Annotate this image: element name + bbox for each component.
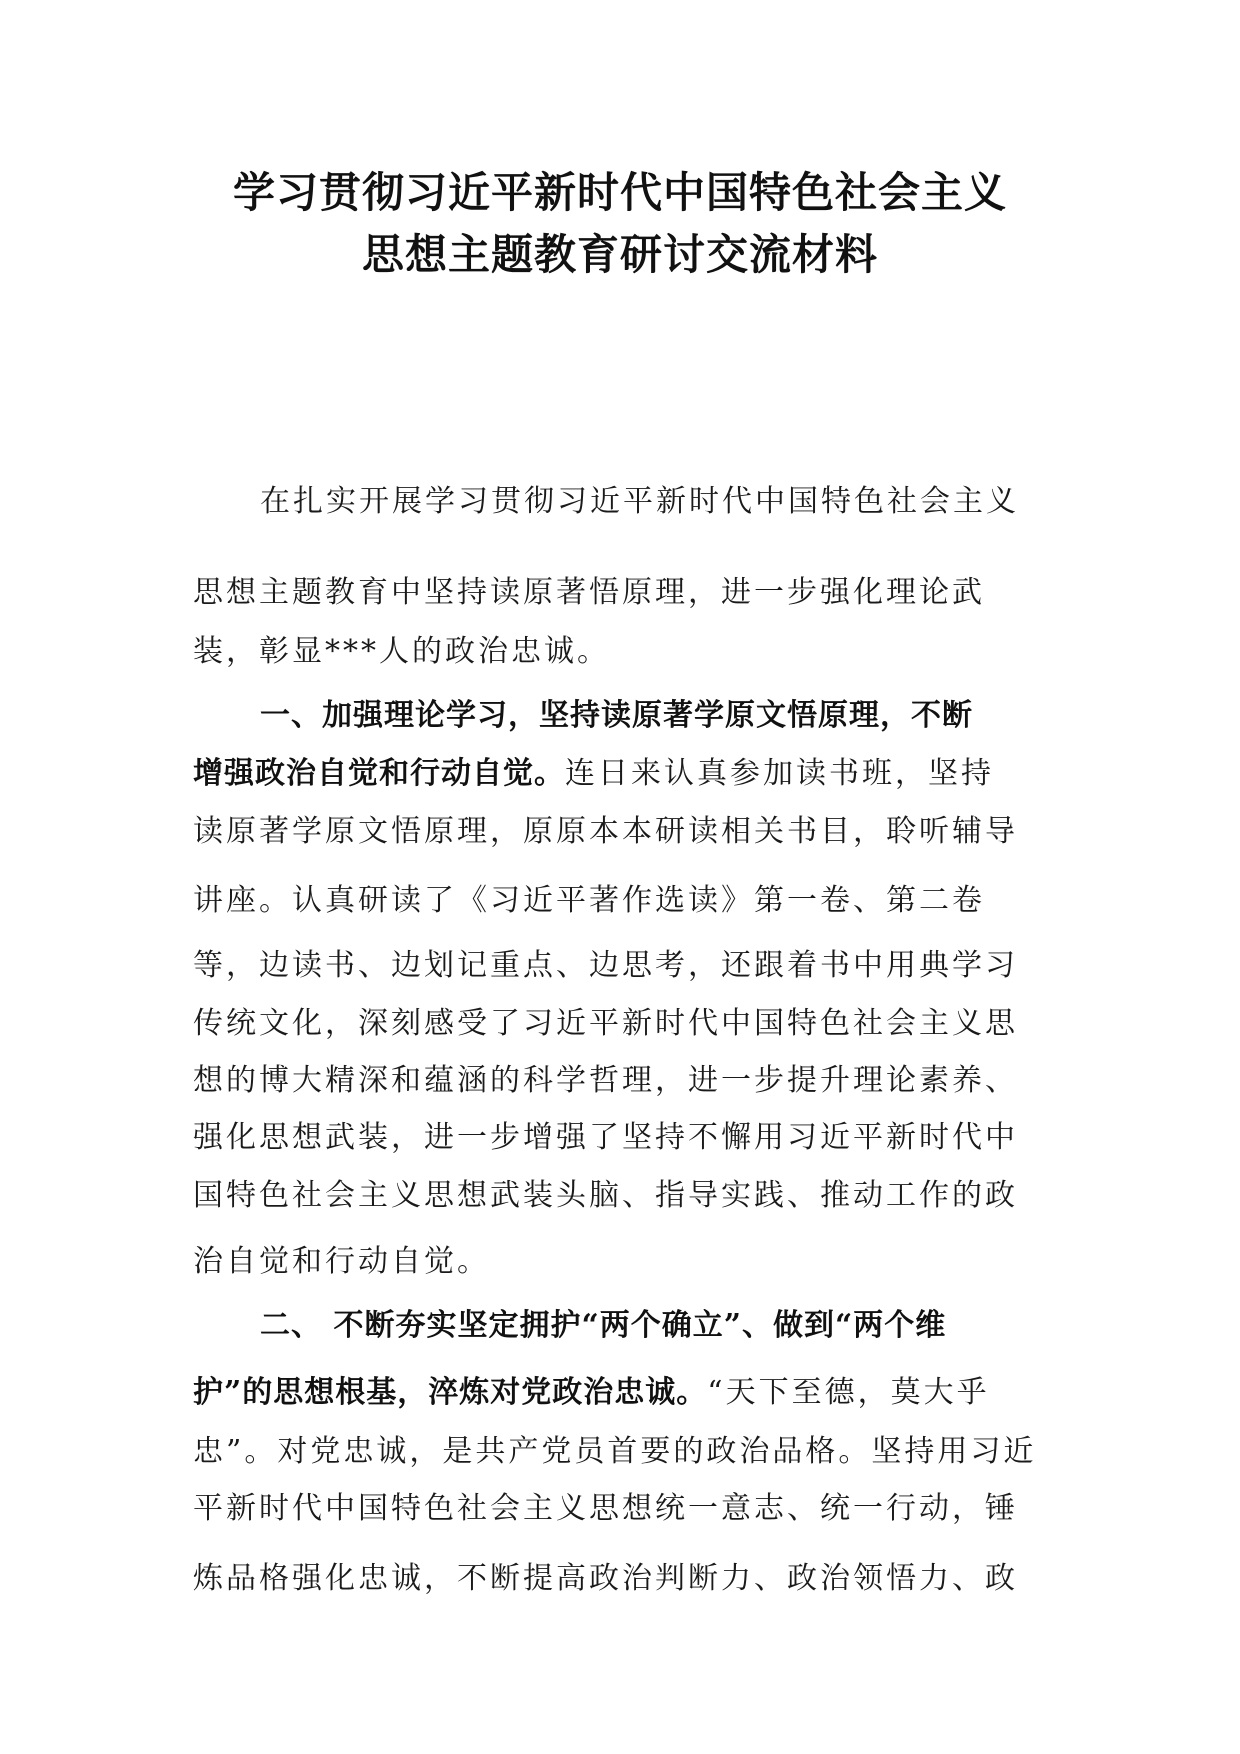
section-1-line-8: 强化思想武装，进一步增强了坚持不懈用习近平新时代中 (193, 1120, 1018, 1155)
section-1-line-2-text: 连日来认真参加读书班，坚持 (565, 756, 994, 791)
section-1-line-6: 传统文化，深刻感受了习近平新时代中国特色社会主义思 (193, 1006, 1018, 1041)
section-2-heading-line-1 (260, 1300, 946, 1344)
section-2-heading-text: 二、 不断夯实坚定拥护“两个确立”、做到“两个维 (260, 1308, 947, 1343)
intro-line-1: 在扎实开展学习贯彻习近平新时代中国特色社会主义 (260, 484, 1019, 519)
section-2-heading-tail: 护”的思想根基，淬炼对党政治忠诚。 (193, 1375, 708, 1410)
section-2-line-3: 忠”。对党忠诚，是共产党员首要的政治品格。坚持用习近 (193, 1434, 1037, 1469)
section-1-line-3: 读原著学原文悟原理，原原本本研读相关书目，聆听辅导 (193, 814, 1018, 849)
section-1-line-5: 等，边读书、边划记重点、边思考，还跟着书中用典学习 (193, 948, 1018, 983)
section-1-line-10: 治自觉和行动自觉。 (193, 1244, 490, 1279)
section-2-line-5: 炼品格强化忠诚，不断提高政治判断力、政治领悟力、政 (193, 1561, 1018, 1596)
section-1-line-4: 讲座。认真研读了《习近平著作选读》第一卷、第二卷 (193, 883, 985, 918)
intro-line-3: 装，彰显***人的政治忠诚。 (193, 634, 610, 669)
section-1-line-9: 国特色社会主义思想武装头脑、指导实践、推动工作的政 (193, 1178, 1018, 1213)
section-1-heading-tail: 增强政治自觉和行动自觉。 (193, 756, 565, 791)
section-2-line-2-text: “天下至德，莫大乎 (707, 1375, 990, 1410)
section-1-heading-line-1 (260, 690, 973, 734)
section-1-heading-text: 一、加强理论学习，坚持读原著学原文悟原理，不断 (260, 698, 973, 733)
section-1-line-2 (193, 748, 994, 792)
intro-line-2: 思想主题教育中坚持读原著悟原理，进一步强化理论武 (193, 575, 985, 610)
document-title-line-1: 学习贯彻习近平新时代中国特色社会主义 (232, 168, 1007, 217)
document-title-line-2: 思想主题教育研讨交流材料 (361, 230, 878, 279)
section-1-line-7: 想的博大精深和蕴涵的科学哲理，进一步提升理论素养、 (193, 1063, 1018, 1098)
section-2-line-4: 平新时代中国特色社会主义思想统一意志、统一行动，锤 (193, 1491, 1018, 1526)
section-2-line-2 (193, 1367, 990, 1411)
